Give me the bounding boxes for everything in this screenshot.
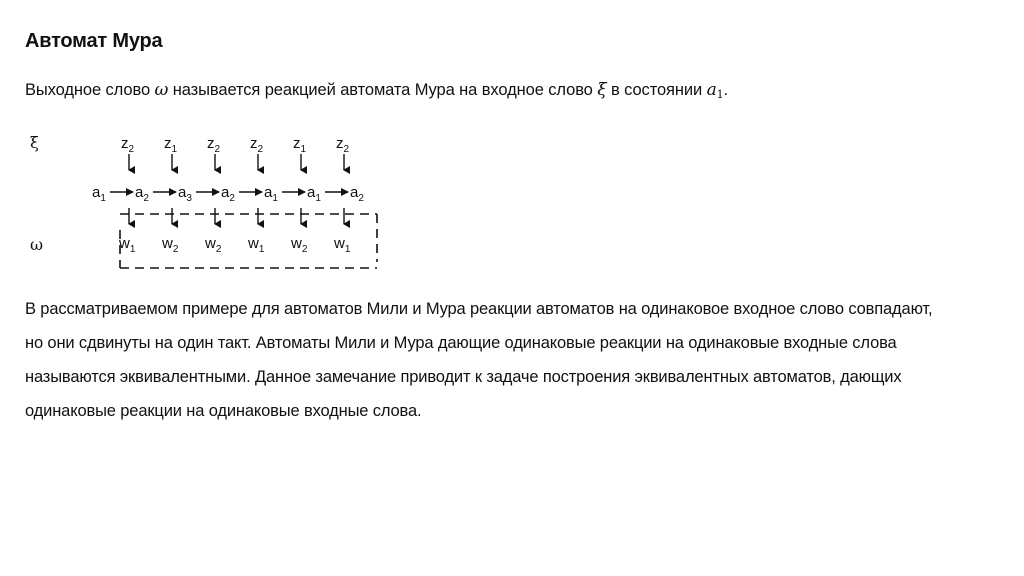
initial-state-letter: a (706, 80, 717, 100)
intro-period: . (723, 81, 729, 99)
state-symbol: $a_2$ (350, 184, 364, 204)
intro-text-1: Выходное слово (25, 81, 151, 99)
initial-state-symbol (707, 80, 724, 100)
output-symbol: $w_1$ (248, 235, 265, 255)
intro-text-2: называется реакцией автомата Мура на входное слово (172, 81, 593, 99)
intro-text-3: в состоянии (611, 81, 703, 99)
explanation-paragraph (25, 292, 1010, 428)
output-symbol: $w_2$ (291, 235, 308, 255)
state-symbol: $a_3$ (178, 184, 192, 204)
input-row-label: ξ (30, 133, 39, 152)
intro-sentence (25, 80, 728, 101)
state-symbol: $a_2$ (221, 184, 235, 204)
output-symbol: $w_1$ (334, 235, 351, 255)
initial-state-index: 1 (716, 88, 724, 101)
output-symbol: $w_2$ (162, 235, 179, 255)
input-symbol: $z_2$ (121, 135, 135, 155)
output-symbol: $w_1$ (119, 235, 136, 255)
output-row-label: ω (30, 235, 44, 254)
input-symbol: $z_2$ (336, 135, 350, 155)
input-symbol: $z_2$ (207, 135, 221, 155)
state-symbol: $a_1$ (92, 184, 106, 204)
input-symbol: $z_1$ (164, 135, 178, 155)
state-symbol: $a_1$ (307, 184, 321, 204)
diagram-content (92, 135, 377, 268)
state-symbol: $a_1$ (264, 184, 278, 204)
input-symbol: $z_1$ (293, 135, 307, 155)
omega-symbol: ω (154, 80, 169, 100)
input-symbol: $z_2$ (250, 135, 264, 155)
state-symbol: $a_2$ (135, 184, 149, 204)
output-symbol: $w_2$ (205, 235, 222, 255)
xi-symbol: ξ (597, 80, 607, 100)
paragraph-line: но они сдвинуты на один такт. Автоматы Мили и Мура дающие одинаковые реакции на одинаковые входные слова (25, 334, 897, 352)
paragraph-line: называются эквивалентными. Данное замечание приводит к задаче построения эквивалентных автоматов, дающих (25, 368, 902, 386)
page-title: Автомат Мура (25, 30, 163, 52)
paragraph-line: В рассматриваемом примере для автоматов Мили и Мура реакции автоматов на одинаковое входное слово совпадают, (25, 300, 933, 318)
paragraph-line: одинаковые реакции на одинаковые входные слова. (25, 402, 422, 420)
